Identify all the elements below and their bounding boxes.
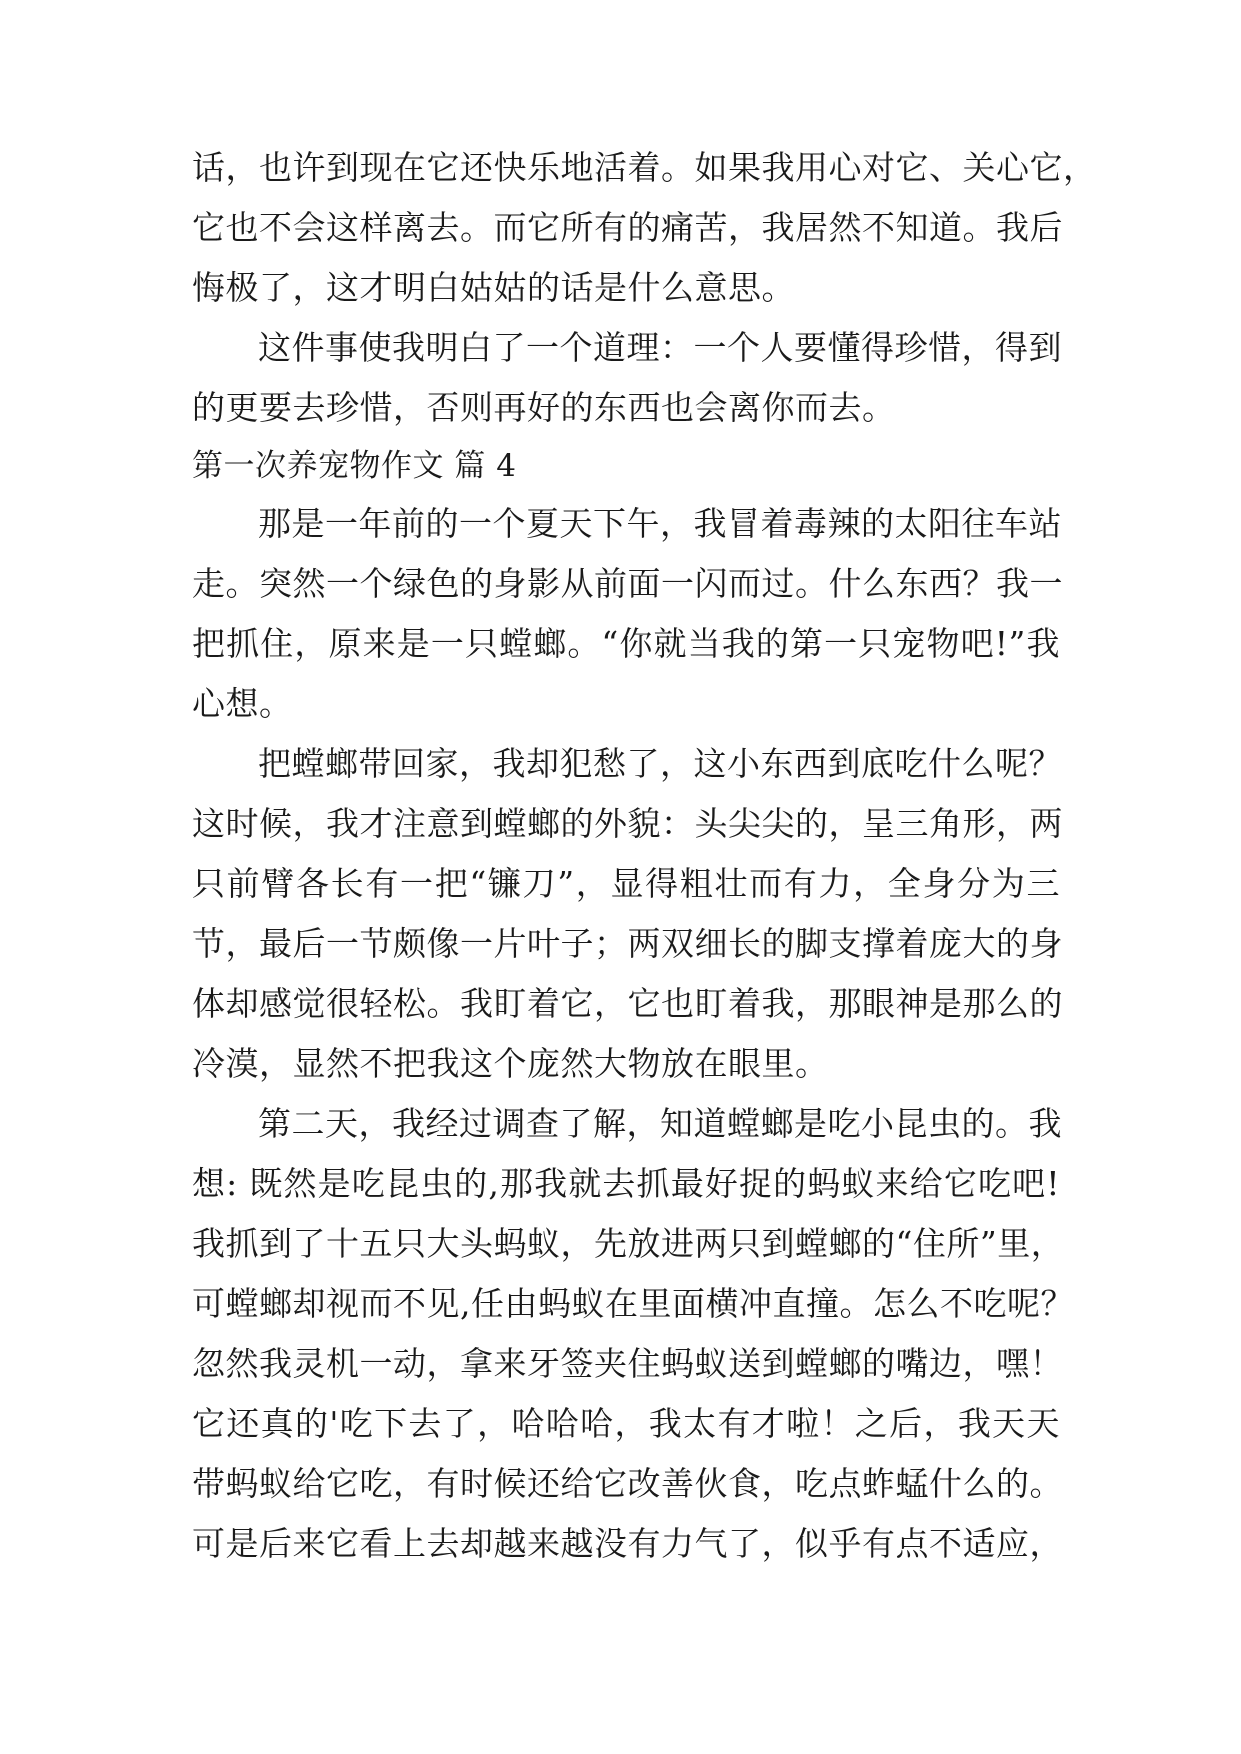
section-heading [192,438,1060,494]
text-line: 忽然我灵机一动，拿来牙签夹住蚂蚁送到螳螂的嘴边，嘿！ [192,1344,1063,1383]
text-line: 想: 既然是吃昆虫的,那我就去抓最好捉的蚂蚁来给它吃吧! [192,1164,1060,1203]
text-line: 走。突然一个绿色的身影从前面一闪而过。什么东西？我一 [192,564,1063,603]
text-line: 体却感觉很轻松。我盯着它，它也盯着我，那眼神是那么的 [192,984,1063,1023]
text-line: 可是后来它看上去却越来越没有力气了，似乎有点不适应， [192,1524,1063,1563]
text-line: 的更要去珍惜，否则再好的东西也会离你而去。 [192,388,896,427]
text-line: 它也不会这样离去。而它所有的痛苦，我居然不知道。我后 [192,208,1063,247]
document-page [192,138,1097,1574]
text-line: 这件事使我明白了一个道理：一个人要懂得珍惜，得到 [258,328,1062,367]
text-line: 心想。 [192,684,293,723]
text-line: 只前臂各长有一把“镰刀”，显得粗壮而有力，全身分为三 [192,864,1060,903]
paragraph-4 [192,734,1063,1094]
text-line: 把抓住，原来是一只螳螂。“你就当我的第一只宠物吧!”我 [192,624,1060,663]
paragraph-5 [192,1094,1074,1574]
text-line: 带蚂蚁给它吃，有时候还给它改善伙食，吃点蚱蜢什么的。 [192,1464,1063,1503]
paragraph-1 [192,138,1097,318]
text-line: 话，也许到现在它还快乐地活着。如果我用心对它、关心它， [192,148,1097,187]
text-line: 悔极了，这才明白姑姑的话是什么意思。 [192,268,795,307]
paragraph-2 [192,318,1060,438]
text-line: 可螳螂却视而不见,任由蚂蚁在里面横冲直撞。怎么不吃呢？ [192,1284,1074,1323]
text-line: 它还真的'吃下去了，哈哈哈，我太有才啦！之后，我天天 [192,1404,1060,1443]
text-line: 那是一年前的一个夏天下午，我冒着毒辣的太阳往车站 [258,504,1062,543]
paragraph-3 [192,494,1063,734]
text-line: 这时候，我才注意到螳螂的外貌：头尖尖的，呈三角形，两 [192,804,1063,843]
text-line: 冷漠，显然不把我这个庞然大物放在眼里。 [192,1044,829,1083]
heading-text: 第一次养宠物作文 篇 4 [192,448,517,484]
text-line: 第二天，我经过调查了解，知道螳螂是吃小昆虫的。我 [258,1104,1062,1143]
text-line: 我抓到了十五只大头蚂蚁，先放进两只到螳螂的“住所”里， [192,1224,1065,1263]
text-line: 把螳螂带回家，我却犯愁了，这小东西到底吃什么呢？ [258,744,1062,783]
text-line: 节，最后一节颇像一片叶子；两双细长的脚支撑着庞大的身 [192,924,1063,963]
